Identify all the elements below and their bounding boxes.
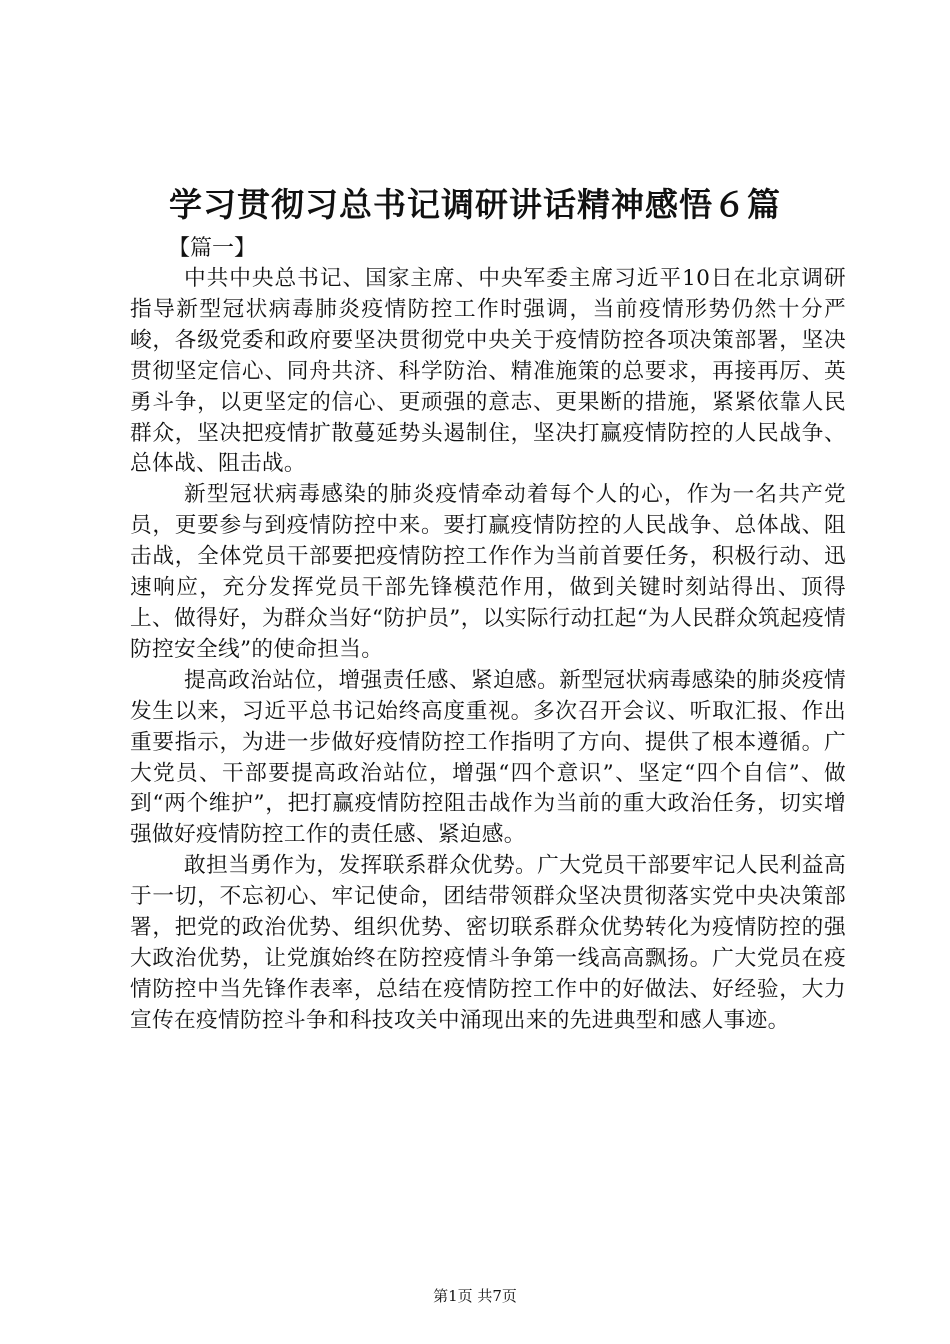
- paragraph-4: 敢担当勇作为，发挥联系群众优势。广大党员干部要牢记人民利益高于一切，不忘初心、牢记使命，团结带领群众坚决贯彻落实党中央决策部署，把党的政治优势、组织优势、密切联系群众优势转化为疫情防控的强大政治优势，让党旗始终在防控疫情斗争第一线高高飘扬。广大党员在疫情防控中当先锋作表率，总结在疫情防控工作中的好做法、好经验，大力宣传在疫情防控斗争和科技攻关中涌现出来的先进典型和感人事迹。: [130, 853, 846, 1033]
- page-footer: 第1页 共7页: [433, 1287, 517, 1305]
- paragraph-1: 中共中央总书记、国家主席、中央军委主席习近平10日在北京调研指导新型冠状病毒肺炎疫情防控工作时强调，当前疫情形势仍然十分严峻，各级党委和政府要坚决贯彻党中央关于疫情防控各项决策部署，坚决贯彻坚定信心、同舟共济、科学防治、精准施策的总要求，再接再厉、英勇斗争，以更坚定的信心、更顽强的意志、更果断的措施，紧紧依靠人民群众，坚决把疫情扩散蔓延势头遏制住，坚决打赢疫情防控的人民战争、总体战、阻击战。: [130, 266, 846, 477]
- section-heading: 【篇一】: [168, 236, 257, 261]
- paragraph-3: 提高政治站位，增强责任感、紧迫感。新型冠状病毒感染的肺炎疫情发生以来，习近平总书记始终高度重视。多次召开会议、听取汇报、作出重要指示，为进一步做好疫情防控工作指明了方向、提供了根本遵循。广大党员、干部要提高政治站位，增强“四个意识”、坚定“四个自信”、做到“两个维护”，把打赢疫情防控阻击战作为当前的重大政治任务，切实增强做好疫情防控工作的责任感、紧迫感。: [130, 667, 846, 848]
- document-title: 学习贯彻习总书记调研讲话精神感悟６篇: [169, 185, 781, 224]
- paragraph-2: 新型冠状病毒感染的肺炎疫情牵动着每个人的心，作为一名共产党员，更要参与到疫情防控中来。要打赢疫情防控的人民战争、总体战、阻击战，全体党员干部要把疫情防控工作作为当前首要任务，积极行动、迅速响应，充分发挥党员干部先锋模范作用，做到关键时刻站得出、顶得上、做得好，为群众当好“防护员”，以实际行动扛起“为人民群众筑起疫情防控安全线”的使命担当。: [130, 482, 846, 662]
- document-body: [130, 233, 846, 1037]
